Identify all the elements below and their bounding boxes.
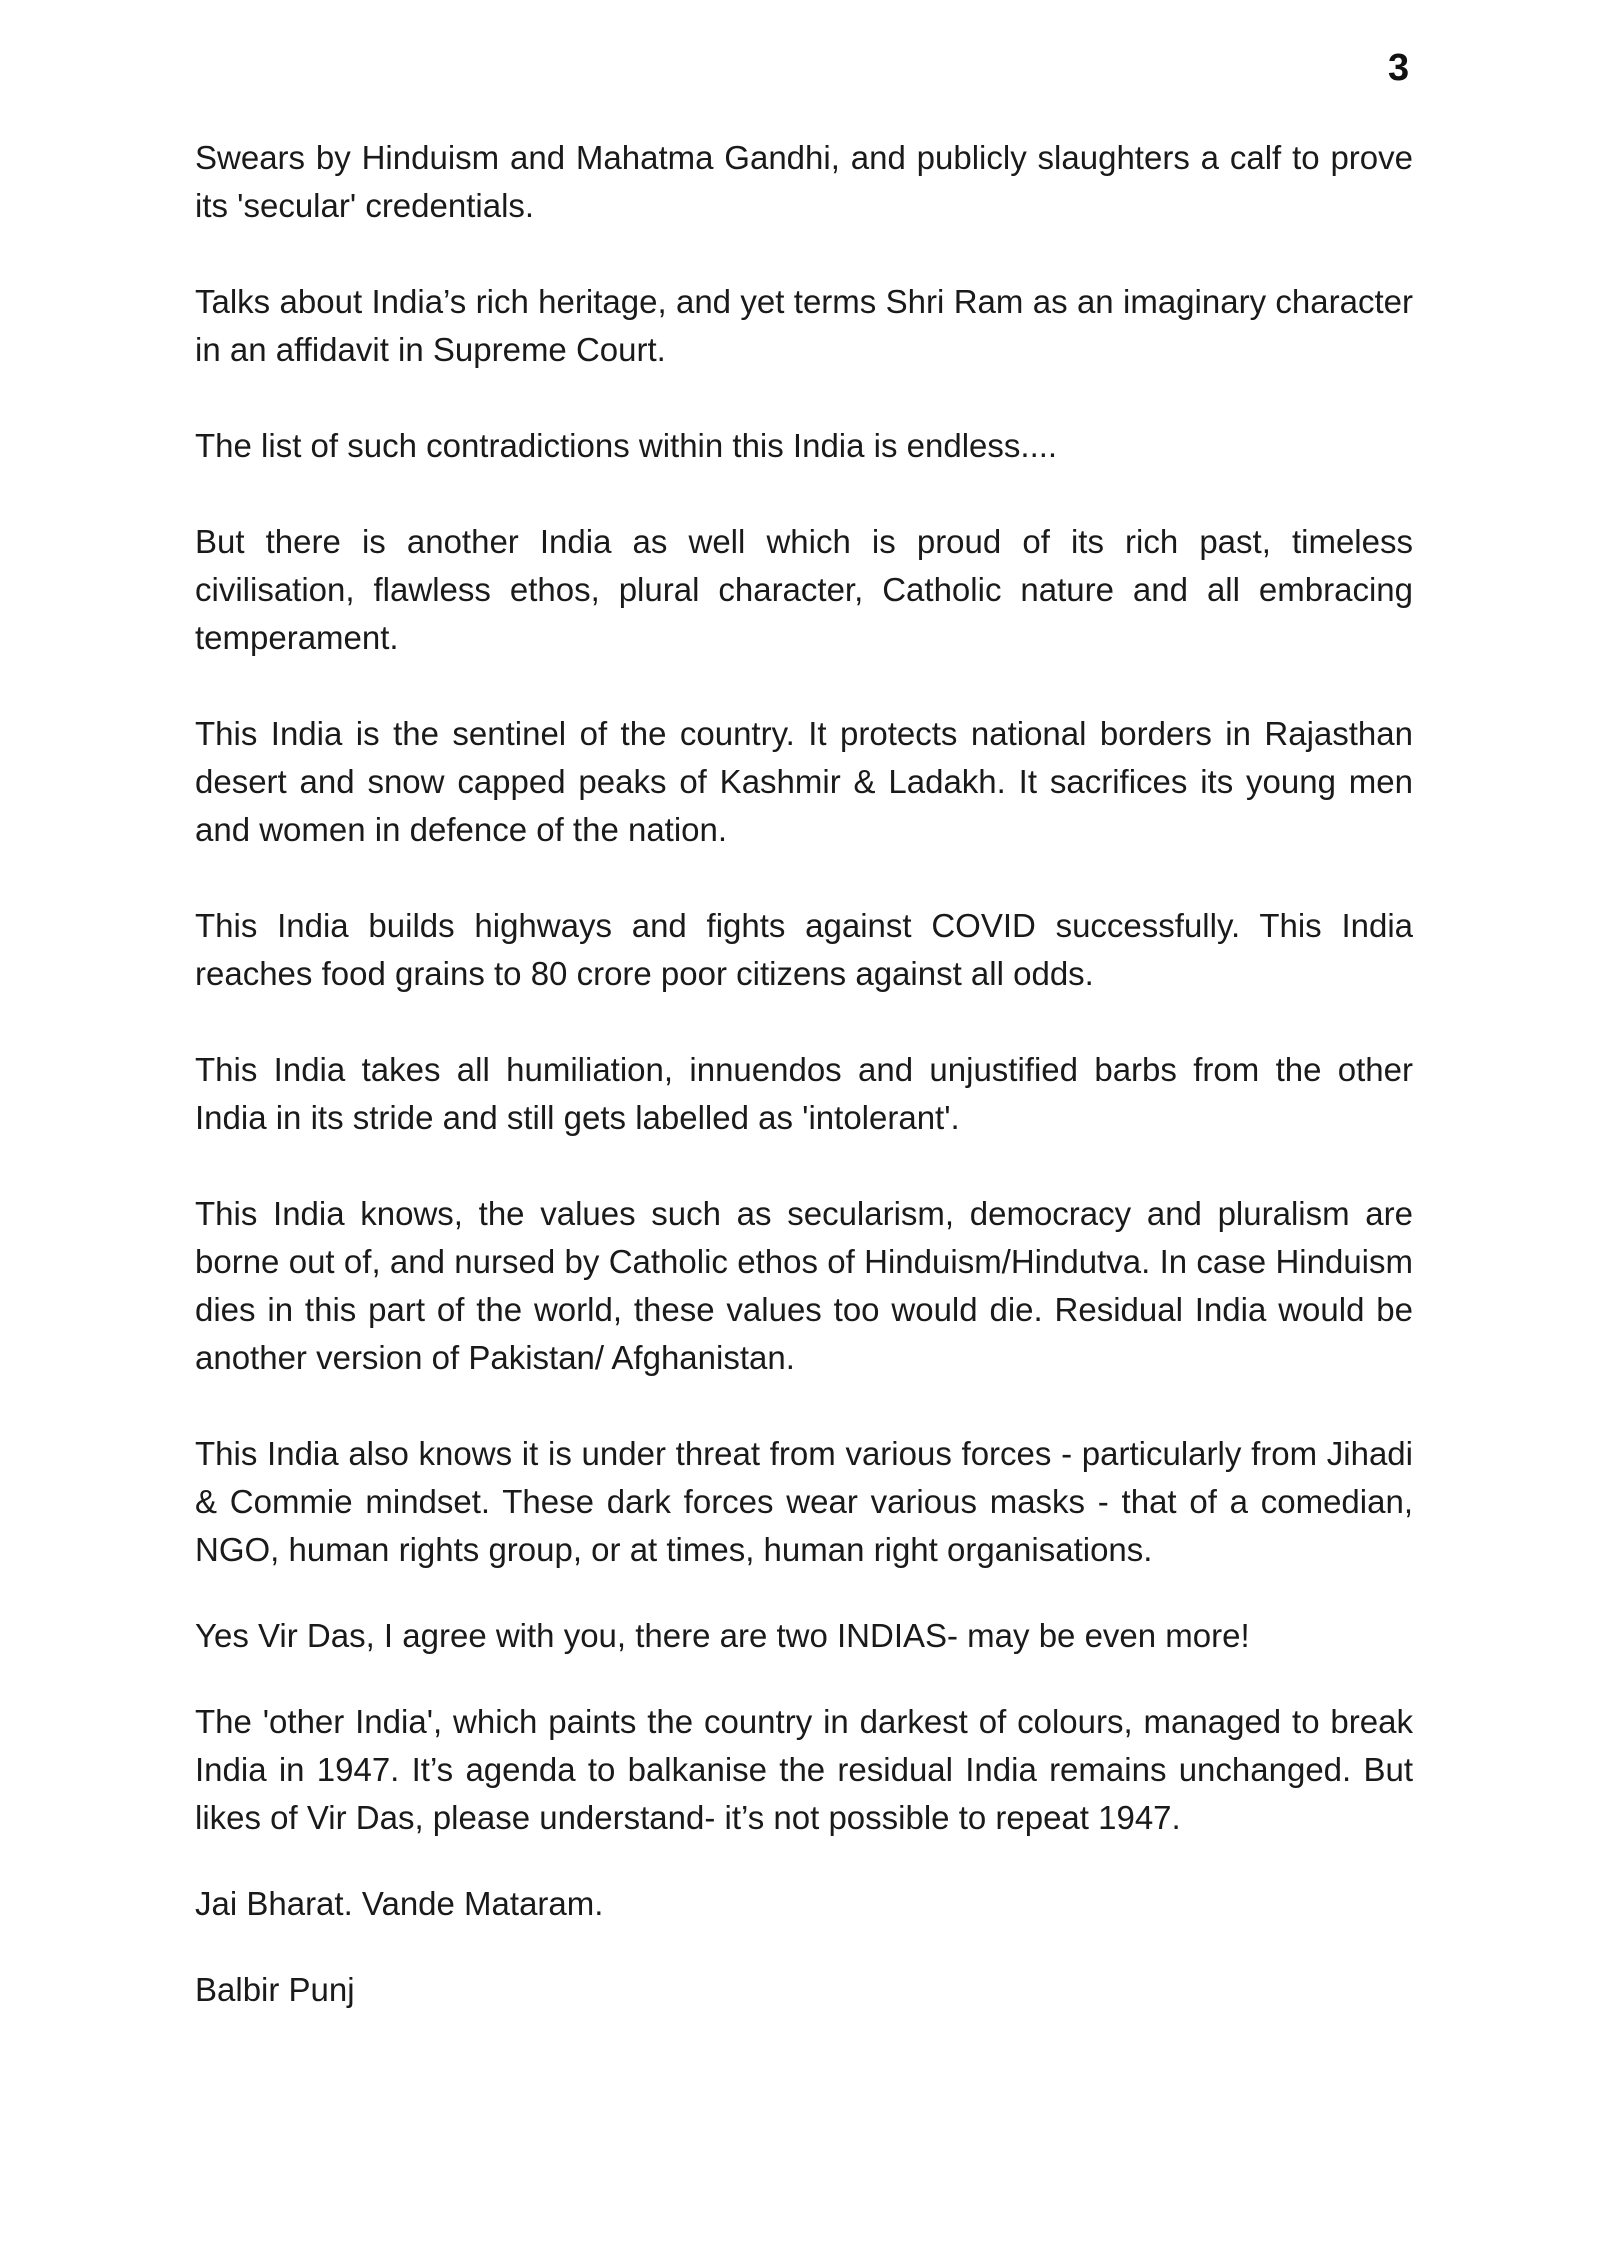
author-signature: Balbir Punj [195, 1971, 355, 2008]
article-body [195, 134, 1413, 2052]
paragraph: The list of such contradictions within this India is endless.... [195, 427, 1058, 464]
paragraph: This India builds highways and fights against COVID successfully. This India reaches food grains to 80 crore poor citizens against all odds. [195, 907, 1413, 992]
paragraph: Swears by Hinduism and Mahatma Gandhi, and publicly slaughters a calf to prove its 'secular' credentials. [195, 139, 1413, 224]
paragraph: This India is the sentinel of the country. It protects national borders in Rajasthan desert and snow capped peaks of Kashmir & Ladakh. It sacrifices its young men and women in defence of the nation. [195, 715, 1413, 848]
paragraph: The 'other India', which paints the country in darkest of colours, managed to break India in 1947. It’s agenda to balkanise the residual India remains unchanged. But likes of Vir Das, please understand- it’s not possible to repeat 1947. [195, 1703, 1413, 1836]
paragraph: But there is another India as well which is proud of its rich past, timeless civilisation, flawless ethos, plural character, Catholic nature and all embracing temperament. [195, 523, 1413, 656]
page-number: 3 [1388, 47, 1410, 89]
closing-line: Jai Bharat. Vande Mataram. [195, 1885, 604, 1922]
paragraph: This India takes all humiliation, innuendos and unjustified barbs from the other India in its stride and still gets labelled as 'intolerant'. [195, 1051, 1413, 1136]
paragraph: Talks about India’s rich heritage, and yet terms Shri Ram as an imaginary character in an affidavit in Supreme Court. [195, 283, 1413, 368]
paragraph: This India knows, the values such as secularism, democracy and pluralism are borne out of, and nursed by Catholic ethos of Hinduism/Hindutva. In case Hinduism dies in this part of the world, these values too would die. Residual India would be another version of Pakistan/ Afghanistan. [195, 1195, 1413, 1376]
paragraph: Yes Vir Das, I agree with you, there are two INDIAS- may be even more! [195, 1617, 1250, 1654]
paragraph: This India also knows it is under threat from various forces - particularly from Jihadi & Commie mindset. These dark forces wear various masks - that of a comedian, NGO, human rights group, or at times, human right organisations. [195, 1435, 1413, 1568]
